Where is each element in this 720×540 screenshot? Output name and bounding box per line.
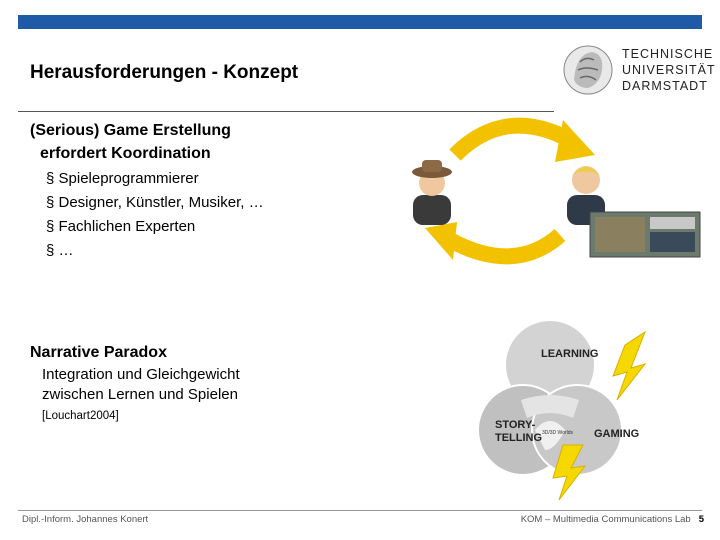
game-screenshot: [590, 212, 700, 257]
bullet-item: § Fachlichen Experten: [46, 218, 196, 235]
designer-person-icon: [412, 160, 452, 225]
cycle-arrows: [425, 120, 595, 260]
venn-storytelling-label-1: STORY-: [495, 419, 536, 431]
illustration-area: [395, 100, 715, 510]
slide-title: Herausforderungen - Konzept: [30, 62, 299, 83]
venn-gaming-label: GAMING: [594, 428, 640, 440]
top-accent-bar: [18, 15, 702, 29]
venn-diagram: [478, 320, 639, 475]
section2-line2: zwischen Lernen und Spielen: [42, 386, 238, 403]
page-number: 5: [698, 514, 704, 525]
venn-center-label: 3D/3D Worlds: [542, 430, 574, 436]
footer-lab-name: KOM – Multimedia Communications Lab: [520, 514, 691, 525]
footer-author: Dipl.-Inform. Johannes Konert: [22, 514, 149, 525]
bullet-item: § Designer, Künstler, Musiker, …: [46, 194, 264, 211]
section1-heading-line1: (Serious) Game Erstellung: [30, 122, 231, 139]
bullet-item: § Spieleprogrammierer: [46, 170, 199, 187]
venn-learning-label: LEARNING: [541, 348, 599, 360]
bullet-item: § …: [46, 242, 74, 259]
athena-seal-icon: [562, 40, 614, 98]
footer-lab: [521, 514, 704, 525]
section2-line1: Integration und Gleichgewicht: [42, 366, 240, 383]
footer-divider: [18, 510, 702, 511]
venn-storytelling-label-2: TELLING: [495, 432, 543, 444]
university-logo: [562, 40, 716, 102]
reference-citation: [Louchart2004]: [42, 410, 119, 422]
section2-heading: Narrative Paradox: [30, 344, 167, 361]
logo-text: TECHNISCHE UNIVERSITÄT DARMSTADT: [622, 47, 716, 93]
section1-heading-line2: erfordert Koordination: [40, 145, 211, 162]
